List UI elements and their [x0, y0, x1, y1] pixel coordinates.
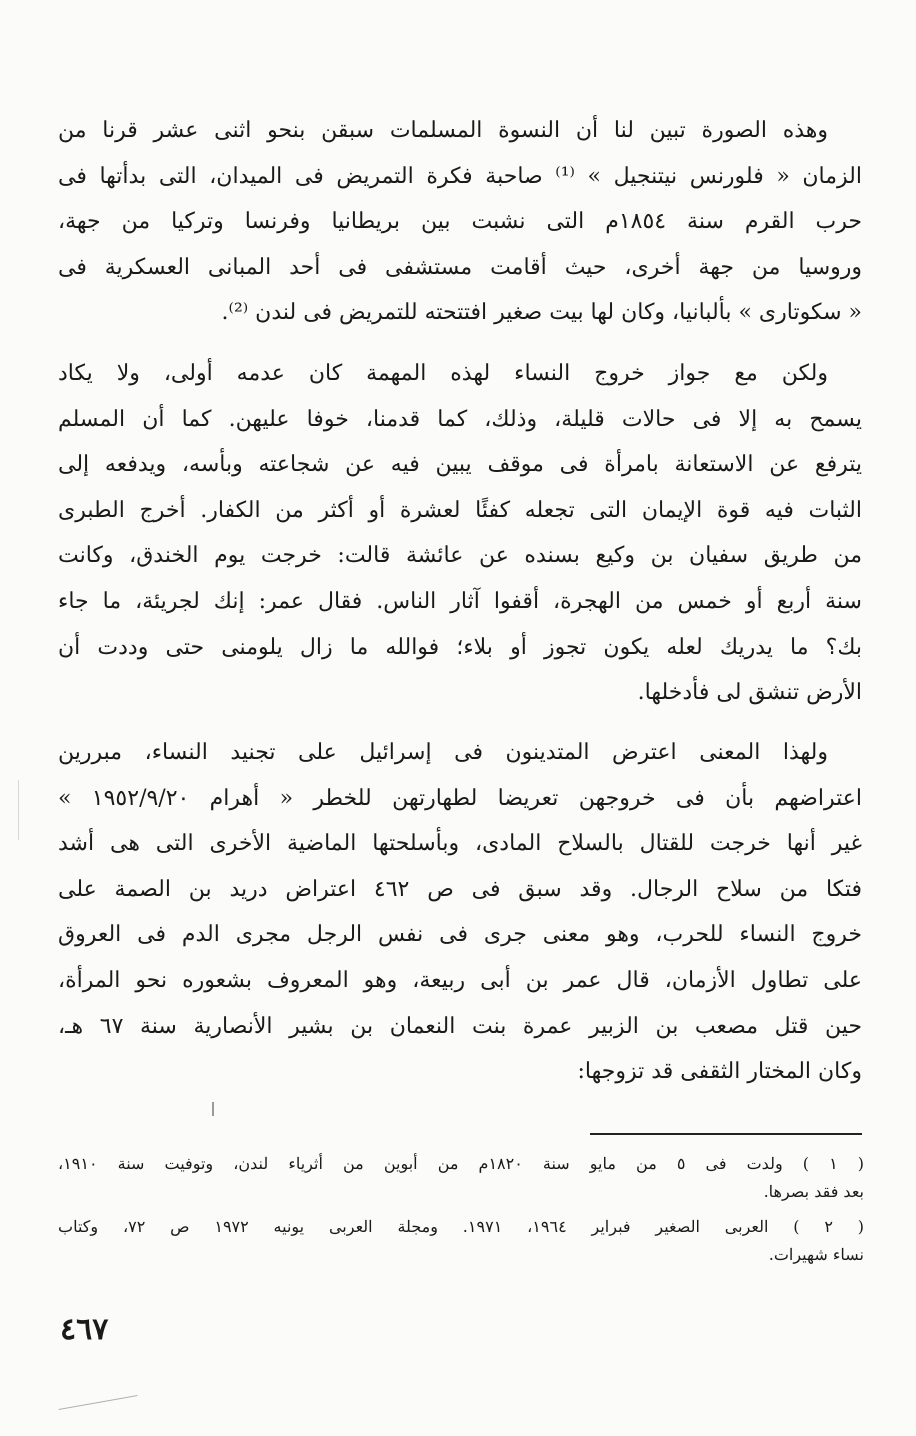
footnote-line: نساء شهيرات. — [768, 1245, 864, 1264]
text-line: غير أنها خرجت للقتال بالسلاح المادى، وبأسلحتها الماضية الأخرى التى هى أشد — [58, 831, 862, 857]
text-line: حين قتل مصعب بن الزبير عمرة بنت النعمان بن بشير الأنصارية سنة ٦٧ هـ، — [58, 1013, 862, 1039]
text-line: ولكن مع جواز خروج النساء لهذه المهمة كان عدمه أولى، ولا يكاد — [58, 361, 828, 386]
text-line: من طريق سفيان بن وكيع بسنده عن عائشة قالت: خرجت يوم الخندق، وكانت — [58, 543, 862, 569]
text-line: ولهذا المعنى اعترض المتدينون فى إسرائيل على تجنيد النساء، مبررين — [58, 740, 828, 765]
text-line: يسمح به إلا فى حالات قليلة، وذلك، كما قدمنا، خوفا عليهن. كما أن المسلم — [58, 406, 862, 432]
scan-artifact — [18, 780, 19, 840]
page-number: ٤٦٧ — [60, 1312, 109, 1347]
footnote-1 — [58, 1150, 864, 1206]
text-line: الثبات فيه قوة الإيمان التى تجعله كفئًا لعشرة أو أكثر من الكفار. أخرج الطبرى — [58, 497, 862, 523]
footnote-line: ( ١ ) ولدت فى ٥ من مايو سنة ١٨٢٠م من أبوين من أثرياء لندن، وتوفيت سنة ١٩١٠، — [58, 1154, 865, 1173]
text-line: وروسيا من جهة أخرى، حيث أقامت مستشفى فى أحد المبانى العسكرية فى — [58, 254, 862, 280]
footnote-divider — [590, 1133, 862, 1135]
footnote-line: ( ٢ ) العربى الصغير فبراير ١٩٦٤، ١٩٧١. ومجلة العربى يونيه ١٩٧٢ ص ٧٢، وكتاب — [58, 1217, 865, 1236]
text-line: سنة أربع أو خمس من الهجرة، أقفوا آثار الناس. فقال عمر: إنك لجريئة، ما جاء — [58, 588, 862, 614]
scan-artifact — [59, 1395, 138, 1410]
text-line: الأرض تنشق لى فأدخلها. — [637, 680, 862, 706]
text-line: حرب القرم سنة ١٨٥٤م التى نشبت بين بريطانيا وفرنسا وتركيا من جهة، — [58, 209, 863, 235]
text-line: بك؟ ما يدريك لعله يكون تجوز أو بلاء؛ فوالله ما زال يلومنى حتى وددت أن — [58, 634, 862, 660]
text-line: يترفع عن الاستعانة بامرأة فى موقف يبين فيه عن شجاعته وبأسه، ويدفعه إلى — [58, 452, 862, 478]
paragraph-2 — [58, 351, 862, 716]
text-line: وكان المختار الثقفى قد تزوجها: — [577, 1059, 862, 1085]
scan-artifact — [212, 1102, 214, 1116]
footnotes — [58, 1150, 864, 1276]
text-line: وهذه الصورة تبين لنا أن النسوة المسلمات سبقن بنحو اثنى عشر قرنا من — [58, 118, 828, 143]
text-line: على تطاول الأزمان، قال عمر بن أبى ربيعة، وهو المعروف بشعوره نحو المرأة، — [58, 967, 862, 993]
text-line: اعتراضهم بأن فى خروجهن تعريضا لطهارتهن للخطر « أهرام ١٩٥٢/٩/٢٠ » — [58, 785, 862, 811]
text-line: الزمان « فلورنس نيتنجيل » ⁽¹⁾ صاحبة فكرة التمريض فى الميدان، التى بدأتها فى — [58, 163, 862, 189]
text-line: خروج النساء للحرب، وهو معنى جرى فى نفس الرجل مجرى الدم فى العروق — [58, 922, 862, 948]
footnote-line: بعد فقد بصرها. — [763, 1182, 864, 1201]
paragraph-1 — [58, 108, 862, 336]
text-line: « سكوتارى » بألبانيا، وكان لها بيت صغير افتتحته للتمريض فى لندن ⁽²⁾. — [221, 300, 862, 326]
text-line: فتكا من سلاح الرجال. وقد سبق فى ص ٤٦٢ اعتراض دريد بن الصمة على — [58, 876, 862, 902]
paragraph-3 — [58, 730, 862, 1095]
footnote-2 — [58, 1213, 864, 1269]
